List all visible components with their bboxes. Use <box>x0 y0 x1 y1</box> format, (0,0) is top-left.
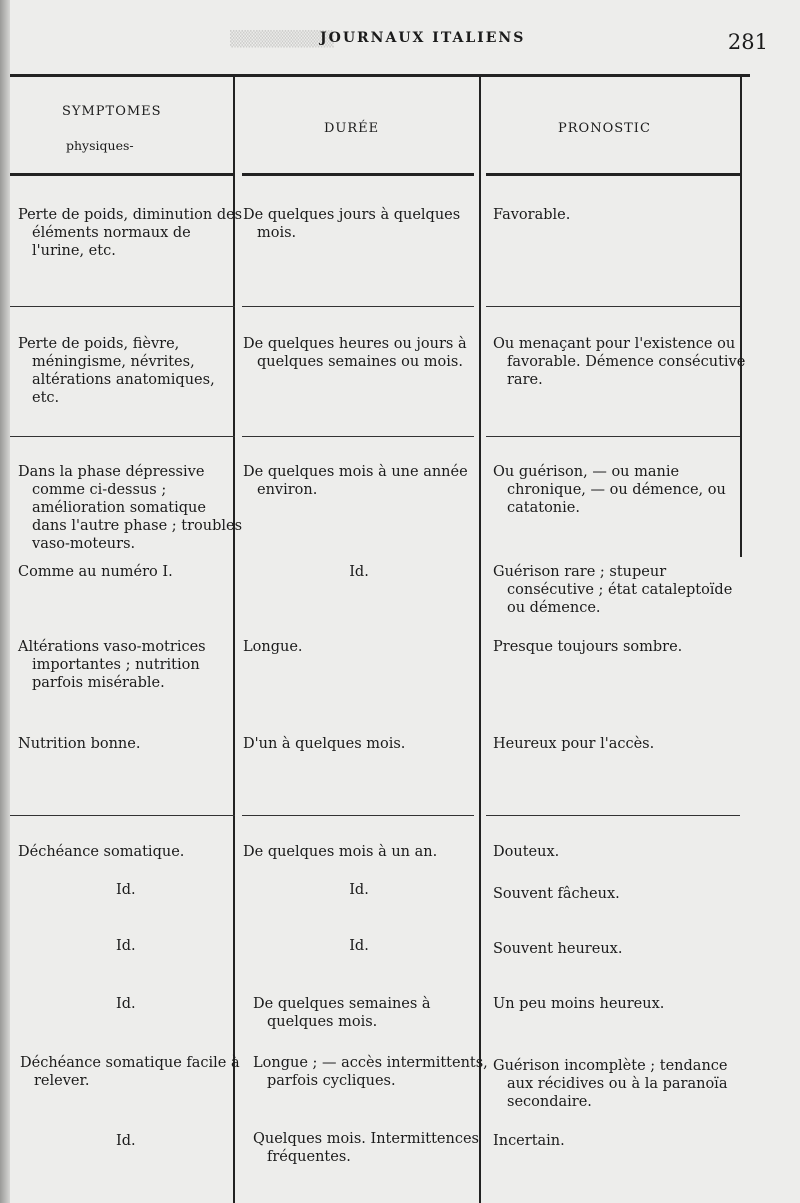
row-11-pronostic: Guérison incomplète ; tendance aux récidives ou à la paranoïa secondaire. <box>493 1058 728 1110</box>
row-rule <box>242 815 474 816</box>
row-2-duree: De quelques heures ou jours à quelques semaines ou mois. <box>243 336 467 370</box>
row-rule <box>486 436 740 437</box>
row-rule <box>242 306 474 307</box>
header-symptomes: SYMPTOMES <box>62 104 162 119</box>
row-1-duree: De quelques jours à quelques mois. <box>243 207 461 241</box>
row-4-duree: Id. <box>349 564 369 580</box>
row-6-pronostic: Heureux pour l'accès. <box>493 736 655 752</box>
row-6-duree: D'un à quelques mois. <box>243 736 406 752</box>
row-3-duree: De quelques mois à une année environ. <box>243 464 468 498</box>
row-1-pronostic: Favorable. <box>493 207 571 223</box>
row-10-duree: De quelques semaines à quelques mois. <box>253 996 431 1030</box>
row-7-pronostic: Douteux. <box>493 844 560 860</box>
row-rule <box>10 306 235 307</box>
header-duree: DURÉE <box>324 121 380 136</box>
row-12-duree: Quelques mois. Intermittences fréquentes. <box>253 1131 479 1165</box>
header-bottom-rule-2 <box>242 173 474 176</box>
header-pronostic: PRONOSTIC <box>558 121 651 136</box>
row-8-duree: Id. <box>349 882 369 898</box>
row-10-pronostic: Un peu moins heureux. <box>493 996 665 1012</box>
row-rule <box>242 436 474 437</box>
header-bottom-rule-1 <box>10 173 235 176</box>
row-1-symptomes: Perte de poids, diminution des éléments normaux de l'urine, etc. <box>18 207 243 259</box>
row-rule <box>10 815 235 816</box>
bleed-through: ▒▒▒▒▒▒▒▒▒ <box>230 30 334 48</box>
header-symptomes-sub: physiques- <box>66 138 134 153</box>
row-11-duree: Longue ; — accès intermittents, parfois cycliques. <box>253 1055 488 1089</box>
running-head: JOURNAUX ITALIENS <box>320 30 526 46</box>
row-12-pronostic: Incertain. <box>493 1133 565 1149</box>
row-7-symptomes: Déchéance somatique. <box>18 844 185 860</box>
row-9-symptomes: Id. <box>116 938 136 954</box>
row-rule <box>10 436 235 437</box>
row-10-symptomes: Id. <box>116 996 136 1012</box>
page-number: 281 <box>727 30 768 54</box>
row-9-pronostic: Souvent heureux. <box>493 941 623 957</box>
row-3-symptomes: Dans la phase dépressive comme ci-dessus ; amélioration somatique dans l'autre phase ; troubles vaso-moteurs. <box>18 464 243 552</box>
header-rule <box>10 74 750 77</box>
page-edge-shadow <box>0 0 10 1203</box>
row-8-symptomes: Id. <box>116 882 136 898</box>
row-4-pronostic: Guérison rare ; stupeur consécutive ; état cataleptoïde ou démence. <box>493 564 733 616</box>
row-12-symptomes: Id. <box>116 1133 136 1149</box>
row-7-duree: De quelques mois à un an. <box>243 844 438 860</box>
row-9-duree: Id. <box>349 938 369 954</box>
header-bottom-rule-3 <box>486 173 740 176</box>
row-2-pronostic: Ou menaçant pour l'existence ou favorable. Démence consécutive rare. <box>493 336 746 388</box>
row-5-duree: Longue. <box>243 639 303 655</box>
row-5-symptomes: Altérations vaso-motrices importantes ; nutrition parfois misérable. <box>18 639 206 691</box>
row-5-pronostic: Presque toujours sombre. <box>493 639 683 655</box>
row-6-symptomes: Nutrition bonne. <box>18 736 141 752</box>
row-8-pronostic: Souvent fâcheux. <box>493 886 620 902</box>
row-3-pronostic: Ou guérison, — ou manie chronique, — ou démence, ou catatonie. <box>493 464 726 516</box>
row-11-symptomes: Déchéance somatique facile à relever. <box>20 1055 240 1089</box>
row-rule <box>486 306 740 307</box>
row-2-symptomes: Perte de poids, fièvre, méningisme, névrites, altérations anatomiques, etc. <box>18 336 215 406</box>
row-rule <box>486 815 740 816</box>
row-4-symptomes: Comme au numéro I. <box>18 564 173 580</box>
